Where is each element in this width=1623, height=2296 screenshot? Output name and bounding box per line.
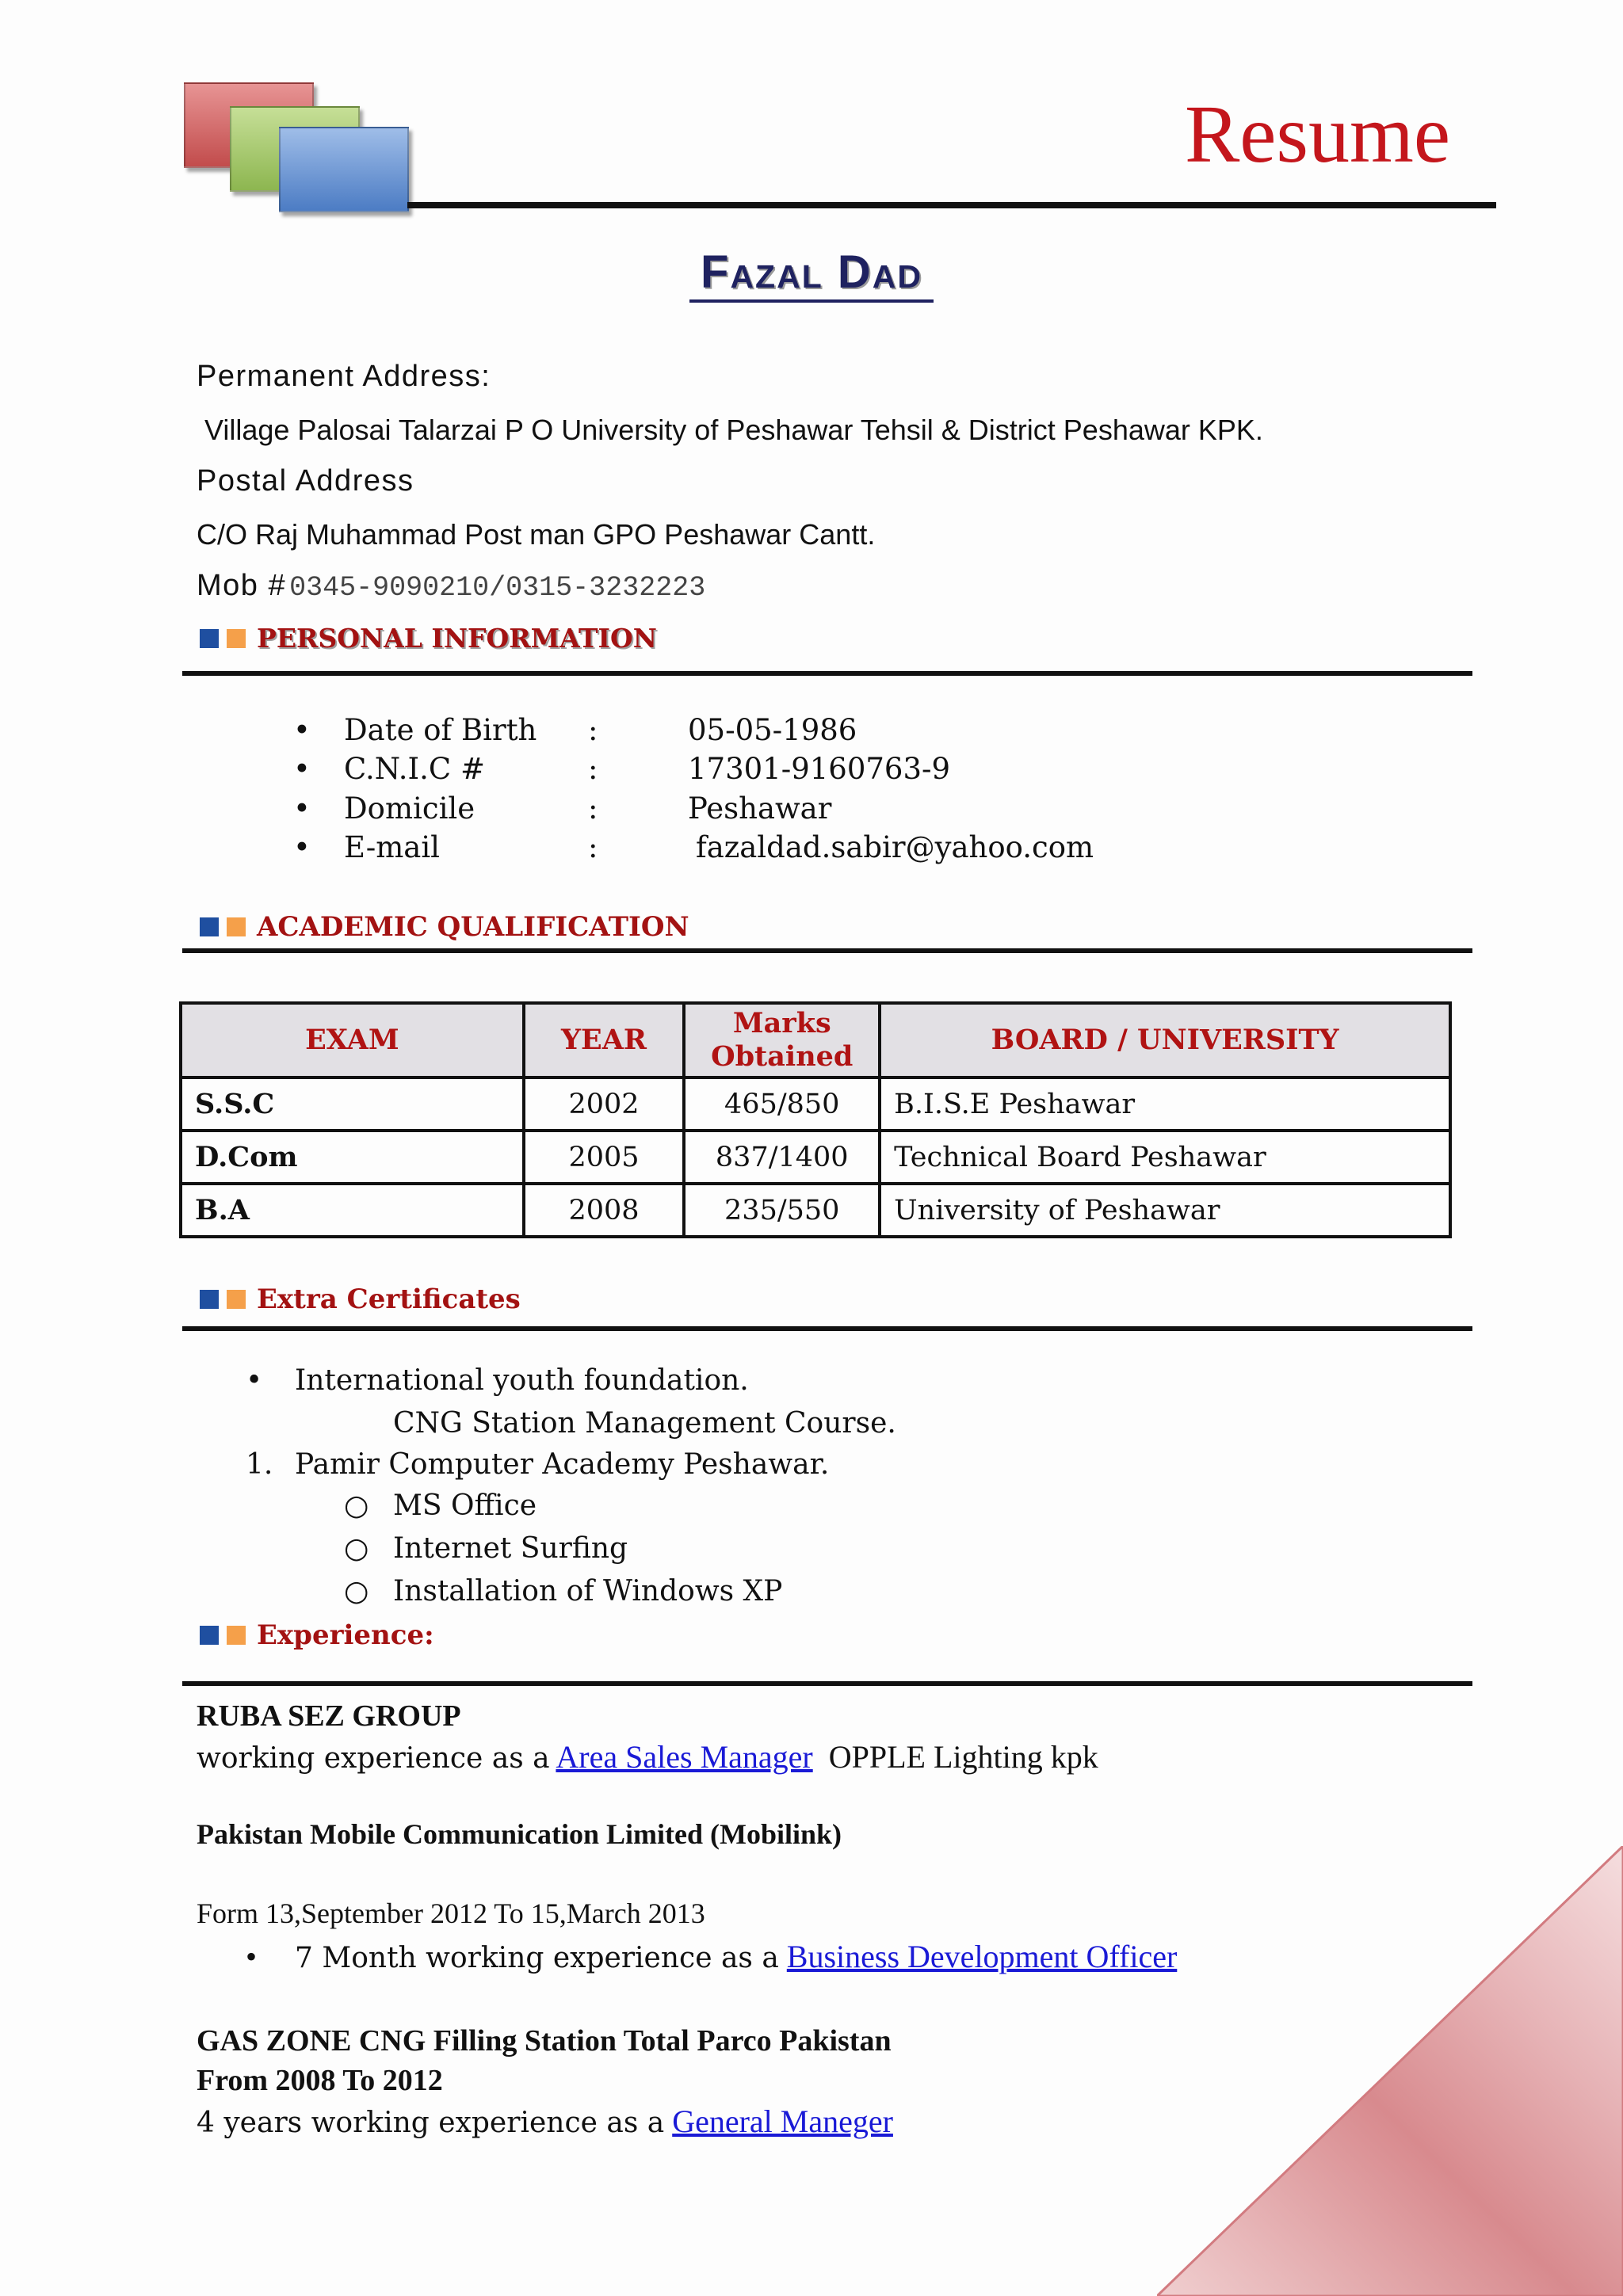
postal-address-value: C/O Raj Muhammad Post man GPO Peshawar Cantt. (197, 518, 876, 551)
certificate-item: Pamir Computer Academy Peshawar. (295, 1448, 830, 1481)
info-label: Date of Birth (344, 713, 537, 747)
experience-heading (200, 1619, 434, 1651)
job-company: GAS ZONE CNG Filling Station Total Parco Pakistan (197, 2024, 892, 2058)
table-cell: 2002 (524, 1077, 685, 1131)
table-row (181, 1077, 1450, 1131)
bullet-icon: • (246, 1939, 258, 1974)
info-label: Domicile (344, 791, 475, 826)
header-divider (407, 202, 1496, 208)
candidate-name-text: Fazal Dad (689, 246, 934, 303)
job-role-link[interactable]: Business Development Officer (786, 1939, 1178, 1974)
bullet-icon: • (246, 1364, 263, 1397)
job-text: working experience as a (197, 1742, 550, 1775)
section-divider (182, 948, 1472, 953)
table-cell: 235/550 (684, 1184, 880, 1237)
academic-title: ACADEMIC QUALIFICATION (257, 911, 689, 943)
postal-address-label: Postal Address (197, 464, 414, 498)
table-cell: B.A (181, 1184, 524, 1237)
certificates-heading (200, 1283, 521, 1315)
resume-title: Resume (1184, 89, 1450, 180)
table-cell: University of Peshawar (880, 1184, 1450, 1237)
orange-square-icon (227, 1626, 246, 1645)
column-header: Marks Obtained (684, 1003, 880, 1077)
experience-title: Experience: (257, 1619, 434, 1651)
section-divider (182, 1681, 1472, 1686)
list-number: 1. (246, 1448, 273, 1481)
job-company: RUBA SEZ GROUP (197, 1699, 461, 1733)
job-dates: From 2008 To 2012 (197, 2064, 443, 2097)
table-cell: D.Com (181, 1131, 524, 1184)
info-separator: : (588, 830, 598, 864)
orange-square-icon (227, 629, 246, 648)
column-header: YEAR (524, 1003, 685, 1077)
bullet-icon: • (293, 791, 311, 826)
certificate-subitem: MS Office (393, 1489, 537, 1522)
column-header: BOARD / UNIVERSITY (880, 1003, 1450, 1077)
table-cell: S.S.C (181, 1077, 524, 1131)
info-value: Peshawar (688, 791, 832, 826)
table-cell: B.I.S.E Peshawar (880, 1077, 1450, 1131)
personal-info-heading (200, 623, 657, 654)
permanent-address-label: Permanent Address: (197, 360, 491, 393)
corner-decoration (1157, 1846, 1623, 2296)
mobile-value: 0345-9090210/0315-3232223 (289, 572, 706, 604)
academic-heading (200, 911, 689, 943)
job-company: Pakistan Mobile Communication Limited (Mobilink) (197, 1818, 842, 1850)
certificate-subitem: Installation of Windows XP (393, 1575, 783, 1608)
section-divider (182, 671, 1472, 676)
column-header: EXAM (181, 1003, 524, 1077)
info-separator: : (588, 791, 598, 826)
job-role-link[interactable]: General Maneger (672, 2103, 893, 2139)
info-value[interactable]: fazaldad.sabir@yahoo.com (696, 830, 1094, 864)
table-row (181, 1131, 1450, 1184)
info-label: C.N.I.C # (344, 752, 485, 786)
info-value: 17301-9160763-9 (688, 752, 951, 786)
blue-square-icon (200, 629, 219, 648)
job-description (295, 1938, 1177, 1975)
table-row (181, 1184, 1450, 1237)
mobile-label: Mob # (197, 569, 287, 602)
orange-square-icon (227, 917, 246, 936)
orange-square-icon (227, 1290, 246, 1309)
permanent-address-value: Village Palosai Talarzai P O University of Peshawar Tehsil & District Peshawar KPK. (204, 414, 1263, 446)
table-cell: 465/850 (684, 1077, 880, 1131)
blue-square-icon (200, 917, 219, 936)
circle-bullet-icon: ○ (344, 1489, 369, 1522)
table-cell: 837/1400 (684, 1131, 880, 1184)
job-dates: Form 13,September 2012 To 15,March 2013 (197, 1897, 705, 1929)
table-cell: Technical Board Peshawar (880, 1131, 1450, 1184)
table-cell: 2008 (524, 1184, 685, 1237)
job-text: 4 years working experience as a (197, 2107, 665, 2139)
personal-info-title: PERSONAL INFORMATION (257, 623, 657, 654)
section-divider (182, 1326, 1472, 1331)
job-description (197, 2103, 893, 2140)
academic-table (179, 1001, 1452, 1238)
info-separator: : (588, 713, 598, 747)
certificate-subitem: Internet Surfing (393, 1532, 628, 1565)
mobile-line (197, 569, 705, 604)
info-label: E-mail (344, 830, 441, 864)
bullet-icon: • (293, 713, 311, 747)
circle-bullet-icon: ○ (344, 1532, 369, 1565)
certificates-title: Extra Certificates (257, 1283, 521, 1315)
certificate-item: International youth foundation. (295, 1364, 749, 1397)
job-description (197, 1738, 1098, 1775)
circle-bullet-icon: ○ (344, 1575, 369, 1608)
bullet-icon: • (293, 752, 311, 786)
candidate-name (0, 246, 1623, 299)
bullet-icon: • (293, 830, 311, 864)
job-role-link[interactable]: Area Sales Manager (556, 1739, 813, 1775)
table-header-row (181, 1003, 1450, 1077)
blue-square-icon (200, 1290, 219, 1309)
certificate-subitem: CNG Station Management Course. (393, 1407, 896, 1440)
info-separator: : (588, 752, 598, 786)
blue-square-icon (200, 1626, 219, 1645)
table-cell: 2005 (524, 1131, 685, 1184)
info-value: 05-05-1986 (688, 713, 857, 747)
logo-block-blue (279, 127, 409, 212)
job-text: 7 Month working experience as a (295, 1942, 779, 1974)
job-text: OPPLE Lighting kpk (828, 1739, 1098, 1775)
